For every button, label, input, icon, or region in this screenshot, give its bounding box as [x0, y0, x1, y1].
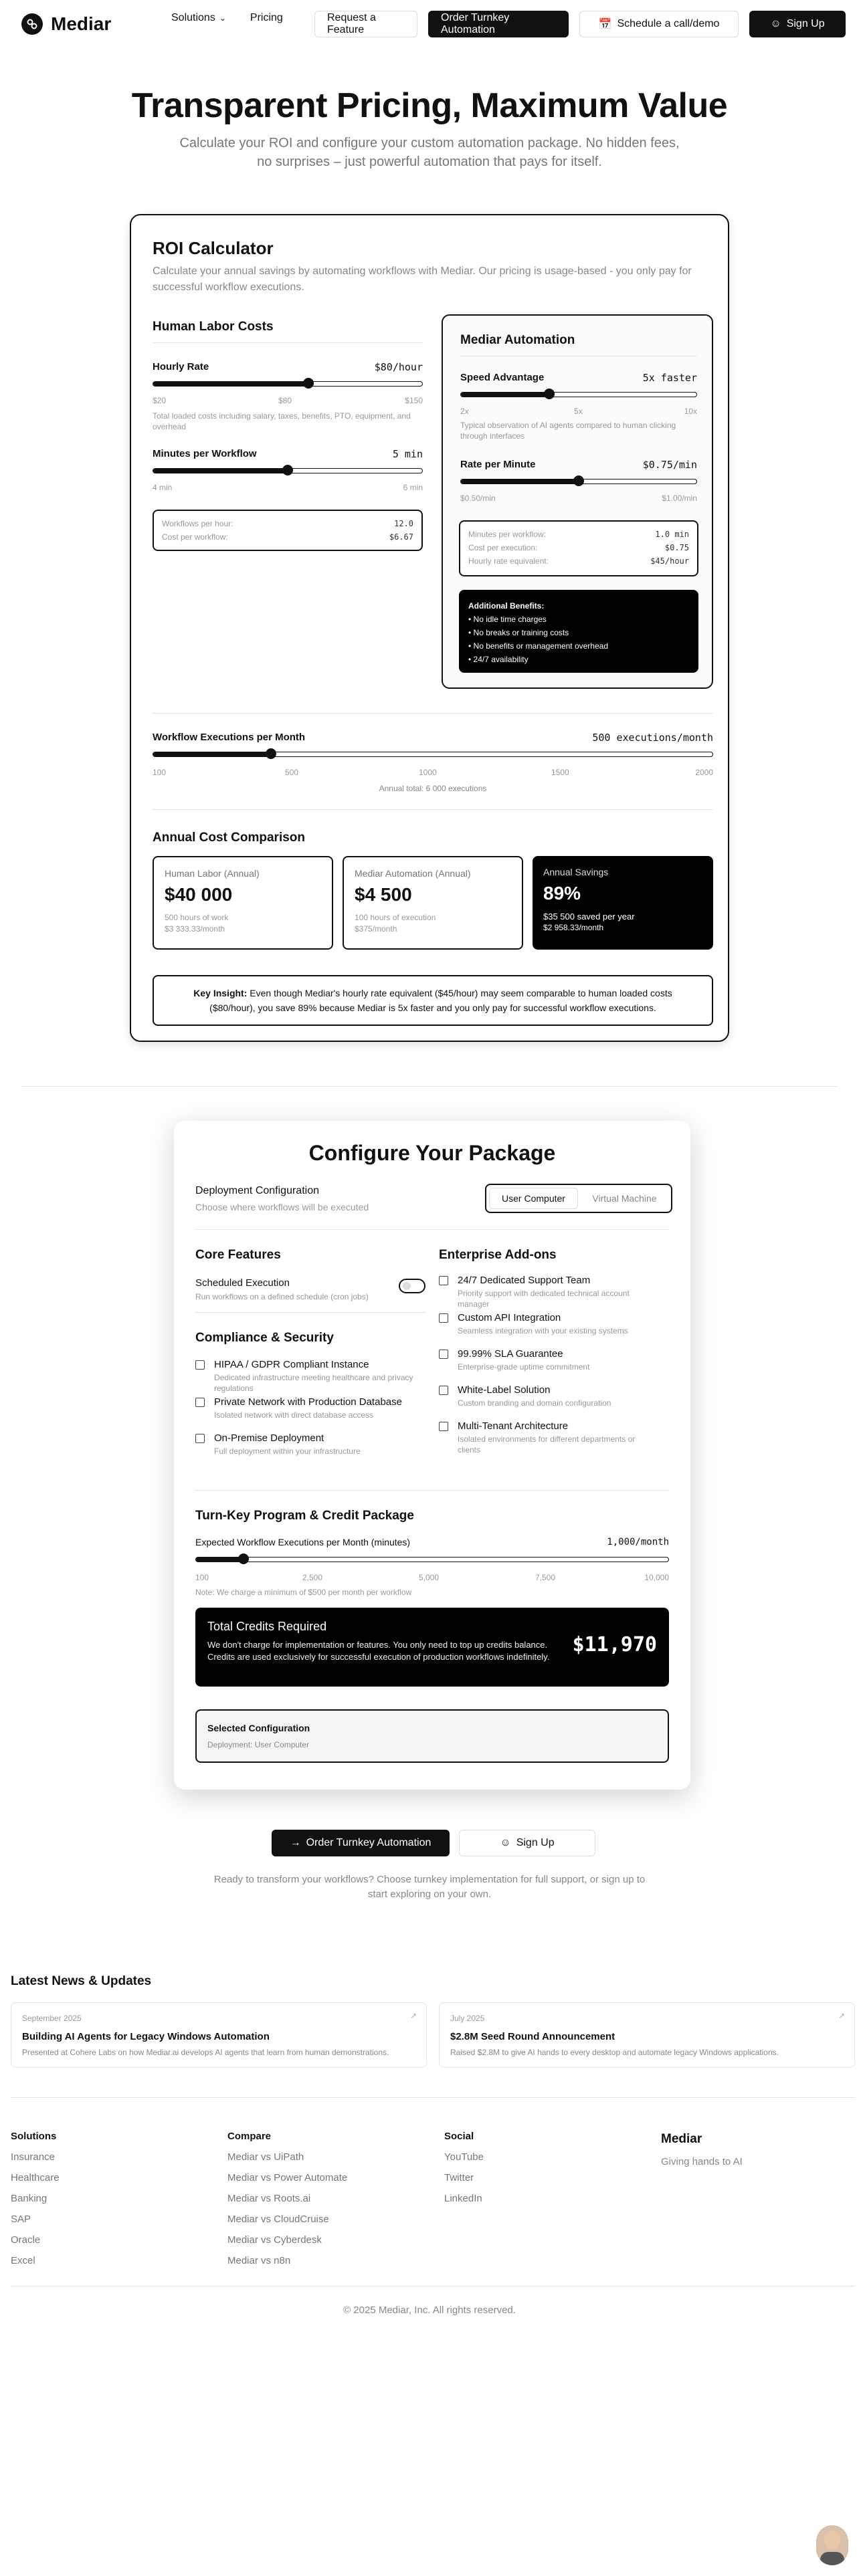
hero-title: Transparent Pricing, Maximum Value: [131, 86, 728, 125]
executions-slider[interactable]: [153, 752, 713, 757]
enterprise-item[interactable]: [439, 1348, 669, 1384]
speed-note: Typical observation of AI agents compared to human clicking through interfaces: [460, 421, 676, 441]
footer-link[interactable]: Healthcare: [11, 2172, 60, 2183]
executions-value: 500 executions/month: [592, 732, 713, 744]
item-title: HIPAA / GDPR Compliant Instance: [214, 1359, 369, 1370]
footer-link[interactable]: Mediar vs Roots.ai: [227, 2193, 311, 2204]
comparison-heading: Annual Cost Comparison: [153, 831, 306, 845]
enterprise-item[interactable]: [439, 1384, 669, 1420]
card-title: Human Labor (Annual): [165, 868, 260, 879]
checkbox[interactable]: [439, 1313, 448, 1323]
tick-min: 4 min: [153, 483, 173, 492]
brand-logo[interactable]: [21, 13, 111, 35]
tick: 100: [195, 1573, 209, 1582]
checkbox[interactable]: [439, 1350, 448, 1359]
hourly-rate-label: Hourly Rate: [153, 361, 209, 372]
chat-avatar[interactable]: [816, 2525, 848, 2565]
expected-value: 1,000/month: [607, 1537, 669, 1547]
tick-mid: $80: [278, 396, 292, 405]
news-date: September 2025: [22, 2014, 82, 2023]
tick-mid: 5x: [574, 407, 583, 416]
benefits-title: Additional Benefits:: [468, 601, 545, 611]
checkbox[interactable]: [439, 1422, 448, 1431]
turnkey-heading: Turn-Key Program & Credit Package: [195, 1509, 414, 1523]
item-subtitle: Enterprise-grade uptime commitment: [458, 1362, 590, 1372]
footer-link[interactable]: Oracle: [11, 2234, 41, 2246]
signup-nav-button[interactable]: [749, 11, 846, 37]
hourly-rate-slider[interactable]: [153, 381, 423, 387]
hero-subtitle: Calculate your ROI and configure your custom automation package. No hidden fees, no surprises – just powerful automation that pays for itself.: [179, 136, 680, 169]
schedule-call-button[interactable]: [579, 11, 739, 37]
cta-text: Ready to transform your workflows? Choose turnkey implementation for full support, or sign up to start exploring on your own.: [213, 1874, 646, 1900]
card-line: $3 333.33/month: [165, 924, 225, 934]
core-heading: Core Features: [195, 1248, 281, 1262]
news-title: $2.8M Seed Round Announcement: [450, 2031, 615, 2042]
footer-link[interactable]: LinkedIn: [444, 2193, 482, 2204]
key-insight: [153, 975, 713, 1026]
footer-link[interactable]: Insurance: [11, 2151, 55, 2163]
item-subtitle: Custom branding and domain configuration: [458, 1398, 611, 1408]
arrow-right-icon: →: [290, 1837, 301, 1848]
deployment-subtitle: Choose where workflows will be executed: [195, 1202, 369, 1212]
deployment-title: Deployment Configuration: [195, 1185, 319, 1196]
item-title: 24/7 Dedicated Support Team: [458, 1275, 591, 1286]
item-title: 99.99% SLA Guarantee: [458, 1348, 563, 1360]
mediar-heading: Mediar Automation: [460, 333, 575, 347]
footer-link[interactable]: Mediar vs Cyberdesk: [227, 2234, 322, 2246]
human-summary-box: [153, 510, 423, 551]
brand-name: Mediar: [51, 13, 112, 34]
scheduled-title: Scheduled Execution: [195, 1277, 290, 1289]
hourly-note: Total loaded costs including salary, taxes, benefits, PTO, equipment, and overhead: [153, 411, 411, 431]
enterprise-item[interactable]: [439, 1275, 669, 1312]
compliance-item[interactable]: [195, 1359, 425, 1396]
compliance-item[interactable]: [195, 1396, 425, 1432]
configure-package: [174, 1121, 690, 1790]
slider-handle[interactable]: [238, 1553, 249, 1564]
checkbox[interactable]: [439, 1386, 448, 1395]
card-line: $375/month: [355, 924, 397, 934]
item-subtitle: Priority support with dedicated technical account manager: [458, 1289, 630, 1309]
item-subtitle: Isolated network with direct database access: [214, 1410, 374, 1420]
nav-pricing[interactable]: Pricing: [250, 12, 283, 23]
summary-value: $0.75: [664, 543, 689, 552]
news-heading: Latest News & Updates: [11, 1974, 152, 1988]
selected-title: Selected Configuration: [207, 1723, 310, 1733]
external-link-icon: ↗: [838, 2011, 845, 2020]
footer-link[interactable]: YouTube: [444, 2151, 484, 2163]
footer-heading: Solutions: [11, 2131, 57, 2142]
minutes-value: 5 min: [392, 448, 423, 460]
request-feature-button[interactable]: Request a Feature: [314, 11, 417, 37]
credits-box: [195, 1608, 669, 1687]
news-card[interactable]: [11, 2002, 427, 2068]
annual-total: Annual total: 6 000 executions: [379, 784, 487, 793]
item-title: White-Label Solution: [458, 1384, 551, 1396]
footer-link[interactable]: Twitter: [444, 2172, 474, 2183]
logo-icon: [21, 13, 43, 35]
item-title: Multi-Tenant Architecture: [458, 1420, 569, 1432]
signup-cta-button[interactable]: [459, 1830, 595, 1856]
compliance-item[interactable]: [195, 1432, 425, 1466]
selected-subtitle: Deployment: User Computer: [207, 1740, 310, 1749]
rate-slider[interactable]: [460, 479, 697, 484]
savings-card: [533, 856, 713, 950]
news-date: July 2025: [450, 2014, 485, 2023]
card-title: Annual Savings: [543, 867, 609, 877]
copyright: © 2025 Mediar, Inc. All rights reserved.: [343, 2304, 516, 2316]
roi-calculator: [130, 214, 729, 1042]
summary-key: Cost per workflow:: [162, 532, 228, 542]
item-subtitle: Isolated environments for different departments or clients: [458, 1434, 636, 1455]
tick-max: $1.00/min: [662, 494, 697, 503]
summary-key: Hourly rate equivalent:: [468, 556, 549, 566]
selected-configuration: [195, 1709, 669, 1763]
user-plus-icon: ☺: [500, 1837, 511, 1848]
summary-value: 1.0 min: [655, 530, 689, 539]
tick: 2000: [695, 768, 713, 777]
benefit-item: • No idle time charges: [468, 615, 547, 624]
expected-label: Expected Workflow Executions per Month (minutes): [195, 1537, 411, 1547]
option-virtual-machine[interactable]: Virtual Machine: [592, 1193, 657, 1204]
summary-key: Workflows per hour:: [162, 519, 233, 528]
tick: 500: [285, 768, 299, 777]
footer-heading: Social: [444, 2131, 474, 2142]
tick-max: $150: [405, 396, 423, 405]
executions-label: Workflow Executions per Month: [153, 732, 306, 743]
summary-value: $45/hour: [650, 556, 689, 566]
nav-solutions-label: Solutions: [171, 12, 215, 23]
benefits-box: [459, 590, 698, 673]
user-plus-icon: ☺: [770, 18, 781, 29]
card-amount: 89%: [543, 883, 581, 903]
footer-social: [444, 2131, 484, 2214]
item-title: Private Network with Production Database: [214, 1396, 402, 1408]
tick: 1000: [419, 768, 437, 777]
nav-solutions[interactable]: [171, 12, 226, 24]
summary-key: Minutes per workflow:: [468, 530, 547, 539]
enterprise-list: [439, 1275, 669, 1457]
checkbox[interactable]: [195, 1434, 205, 1443]
footer-link[interactable]: Banking: [11, 2193, 47, 2204]
credits-title: Total Credits Required: [207, 1620, 327, 1633]
tick: 5,000: [419, 1573, 440, 1582]
order-label: Order Turnkey Automation: [306, 1837, 432, 1848]
card-line: 500 hours of work: [165, 913, 229, 922]
compliance-heading: Compliance & Security: [195, 1331, 334, 1345]
enterprise-item[interactable]: [439, 1420, 669, 1457]
tick: 2,500: [302, 1573, 323, 1582]
scheduled-toggle[interactable]: [399, 1279, 425, 1293]
card-amount: $4 500: [355, 884, 412, 905]
roi-title: ROI Calculator: [153, 238, 274, 258]
benefit-item: • No breaks or training costs: [468, 628, 569, 637]
footer-tagline: Giving hands to AI: [661, 2156, 743, 2167]
news-card[interactable]: [439, 2002, 855, 2068]
item-subtitle: Seamless integration with your existing systems: [458, 1326, 628, 1335]
credits-text: We don't charge for implementation or features. You only need to top up credits balance. Credits are used exclusively for successful execution of production workflows indefinitely.: [207, 1640, 550, 1662]
card-line: $2 958.33/month: [543, 923, 604, 932]
calendar-icon: 📅: [598, 19, 612, 30]
slider-handle[interactable]: [573, 475, 584, 486]
tick-min: $20: [153, 396, 167, 405]
deployment-toggle: [485, 1184, 672, 1213]
tick: 7,500: [535, 1573, 556, 1582]
summary-value: 12.0: [394, 519, 413, 528]
speed-value: 5x faster: [642, 372, 697, 384]
footer-link[interactable]: Excel: [11, 2255, 35, 2266]
card-title: Mediar Automation (Annual): [355, 868, 471, 879]
card-line: 100 hours of execution: [355, 913, 436, 922]
speed-label: Speed Advantage: [460, 372, 545, 383]
news-title: Building AI Agents for Legacy Windows Automation: [22, 2031, 270, 2042]
summary-key: Cost per execution:: [468, 543, 538, 552]
enterprise-heading: Enterprise Add-ons: [439, 1248, 557, 1262]
mediar-summary-box: [459, 520, 698, 576]
summary-value: $6.67: [389, 532, 413, 542]
rate-label: Rate per Minute: [460, 459, 536, 470]
checkbox[interactable]: [439, 1276, 448, 1285]
enterprise-item[interactable]: [439, 1312, 669, 1348]
item-title: On-Premise Deployment: [214, 1432, 324, 1444]
mediar-panel: [442, 314, 713, 689]
footer-compare: [227, 2131, 347, 2276]
minutes-slider[interactable]: [153, 468, 423, 473]
tick-max: 10x: [684, 407, 697, 416]
item-subtitle: Full deployment within your infrastructure: [214, 1446, 361, 1456]
footer-link[interactable]: Mediar vs CloudCruise: [227, 2214, 329, 2225]
benefit-item: • No benefits or management overhead: [468, 641, 608, 651]
roi-description: Calculate your annual savings by automating workflows with Mediar. Our pricing is usage-based - you only pay for successful workflow executions.: [153, 265, 692, 293]
mediar-annual-card: [343, 856, 523, 950]
footer-heading: Compare: [227, 2131, 272, 2142]
item-title: Custom API Integration: [458, 1312, 561, 1323]
signup-label: Sign Up: [786, 18, 825, 29]
config-title: Configure Your Package: [308, 1141, 556, 1165]
footer-link[interactable]: Mediar vs UiPath: [227, 2151, 304, 2163]
human-heading: Human Labor Costs: [153, 320, 274, 334]
compliance-list: [195, 1359, 425, 1466]
hourly-rate-value: $80/hour: [374, 361, 423, 373]
expected-slider[interactable]: [195, 1557, 669, 1562]
news-desc: Presented at Cohere Labs on how Mediar.ai develops AI agents that learn from human demonstrations.: [22, 2048, 389, 2057]
footer-brand-name: Mediar: [661, 2132, 702, 2146]
footer-solutions: [11, 2131, 60, 2276]
human-annual-card: [153, 856, 333, 950]
slider-handle[interactable]: [303, 378, 314, 389]
schedule-label: Schedule a call/demo: [617, 18, 720, 29]
scheduled-subtitle: Run workflows on a defined schedule (cron jobs): [195, 1292, 369, 1301]
card-line: $35 500 saved per year: [543, 911, 635, 922]
footer-link[interactable]: Mediar vs n8n: [227, 2255, 291, 2266]
insight-text: Even though Mediar's hourly rate equivalent ($45/hour) may seem comparable to human loaded costs ($80/hour), you save 89% because Mediar is 5x faster and you only pay for successful workflow executions.: [209, 988, 672, 1013]
external-link-icon: ↗: [409, 2011, 417, 2020]
minutes-label: Minutes per Workflow: [153, 448, 257, 459]
card-amount: $40 000: [165, 884, 233, 905]
option-user-computer[interactable]: User Computer: [489, 1188, 578, 1209]
tick-max: 6 min: [403, 483, 423, 492]
chevron-down-icon: ⌄: [219, 13, 226, 23]
slider-handle[interactable]: [544, 389, 555, 399]
order-turnkey-button[interactable]: [272, 1830, 450, 1856]
tick: 10,000: [644, 1573, 669, 1582]
rate-value: $0.75/min: [642, 459, 697, 471]
order-turnkey-nav-button[interactable]: Order Turnkey Automation: [428, 11, 569, 37]
expected-note: Note: We charge a minimum of $500 per month per workflow: [195, 1588, 412, 1597]
speed-slider[interactable]: [460, 392, 697, 397]
news-desc: Raised $2.8M to give AI hands to every desktop and automate legacy Windows applications.: [450, 2048, 779, 2057]
benefit-item: • 24/7 availability: [468, 655, 529, 664]
footer-brand: [661, 2132, 743, 2167]
credits-amount: $11,970: [572, 1633, 657, 1656]
signup-cta-label: Sign Up: [516, 1837, 555, 1848]
tick: 1500: [551, 768, 569, 777]
footer-link[interactable]: Mediar vs Power Automate: [227, 2172, 348, 2183]
checkbox[interactable]: [195, 1398, 205, 1407]
insight-label: Key Insight:: [193, 988, 248, 998]
item-subtitle: Dedicated infrastructure meeting healthcare and privacy regulations: [214, 1373, 413, 1393]
slider-handle[interactable]: [282, 465, 293, 475]
slider-handle[interactable]: [266, 748, 276, 759]
tick-min: $0.50/min: [460, 494, 496, 503]
tick: 100: [153, 768, 167, 777]
tick-min: 2x: [460, 407, 469, 416]
checkbox[interactable]: [195, 1360, 205, 1370]
footer-link[interactable]: SAP: [11, 2214, 31, 2225]
